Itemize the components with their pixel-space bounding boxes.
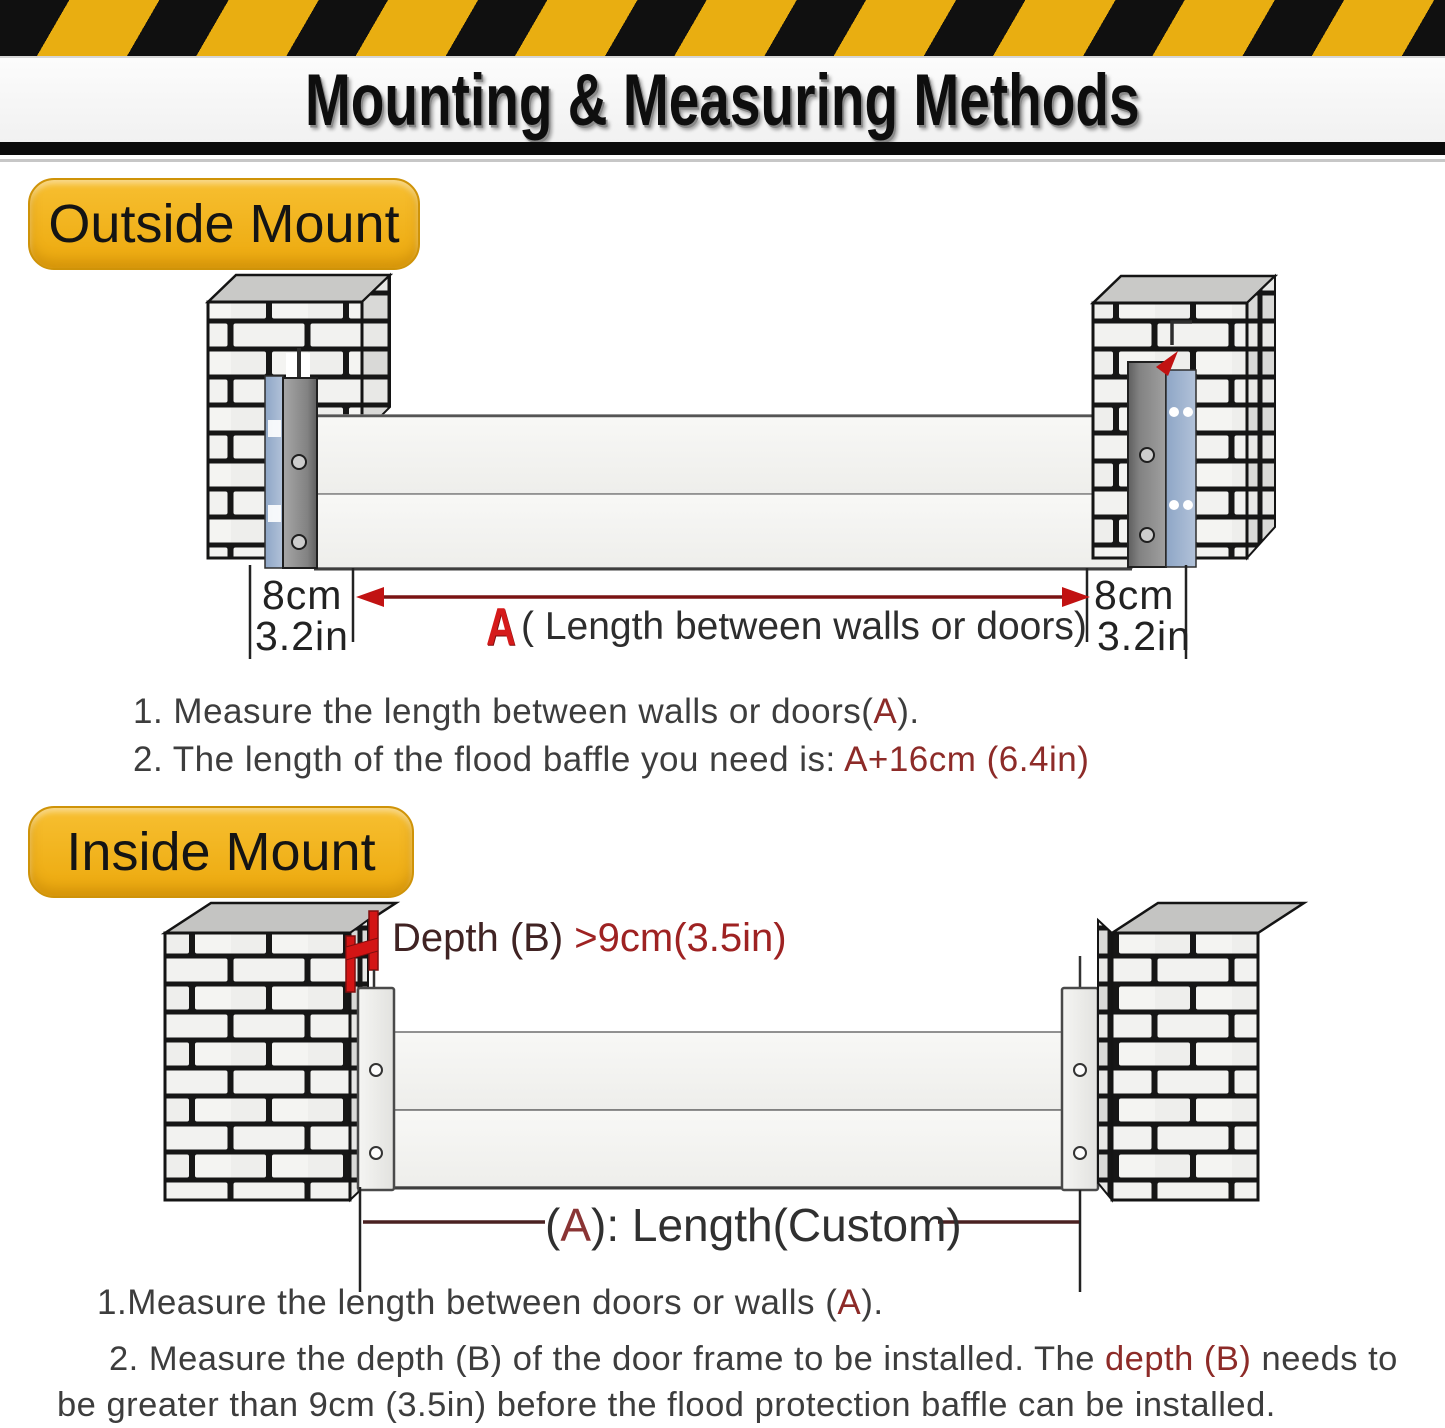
left-offset-cm: 8cm [262,572,343,618]
arrowhead-left-icon [356,587,384,607]
screw-hole [292,535,306,549]
flood-barrier-panels [314,415,1132,569]
inside-mount-badge-label: Inside Mount [66,822,376,882]
left-mounting-plate [358,988,394,1190]
title-band [0,58,1445,142]
inside-step-1: 1.Measure the length between doors or walls (A). [97,1283,884,1322]
right-mounting-bracket [1128,351,1196,567]
span-letter-a: A [486,598,516,657]
inside-mount-badge [28,806,414,898]
right-seal-strip [1166,370,1196,567]
hazard-stripe-banner [0,0,1445,58]
flood-barrier-panels [394,1032,1062,1188]
left-mounting-bracket [265,348,317,568]
outside-step-2: 2. The length of the flood baffle you need is: A+16cm (6.4in) [133,740,1090,779]
right-mounting-plate [1062,956,1098,1190]
left-seal-strip [265,376,283,568]
screw-hole [1140,528,1154,542]
right-offset-in: 3.2in [1097,613,1191,659]
depth-label: Depth (B) >9cm(3.5in) [392,916,787,960]
screw-hole [370,1147,382,1159]
screw-hole [1074,1147,1086,1159]
screw-hole [292,455,306,469]
header-divider-shadow [0,159,1445,162]
inside-step-2: 2. Measure the depth (B) of the door frame to be installed. The depth (B) needs to be greater than 9cm (3.5in) before the flood protection baffle can be installed. [57,1340,1398,1425]
header-divider [0,142,1445,155]
outside-step-1: 1. Measure the length between walls or doors(A). [133,692,920,731]
right-brick-pillar [1098,903,1304,1200]
outside-mount-badge [28,178,420,270]
length-label: (A): Length(Custom) [545,1199,962,1251]
screw-hole [1074,1064,1086,1076]
outside-mount-badge-label: Outside Mount [48,194,400,254]
screw-hole [370,1064,382,1076]
span-description: ( Length between walls or doors) [521,605,1087,648]
left-offset-in: 3.2in [255,613,349,659]
screw-hole [1140,448,1154,462]
right-offset-cm: 8cm [1094,572,1175,618]
page-title: Mounting & Measuring Methods [305,58,1140,142]
